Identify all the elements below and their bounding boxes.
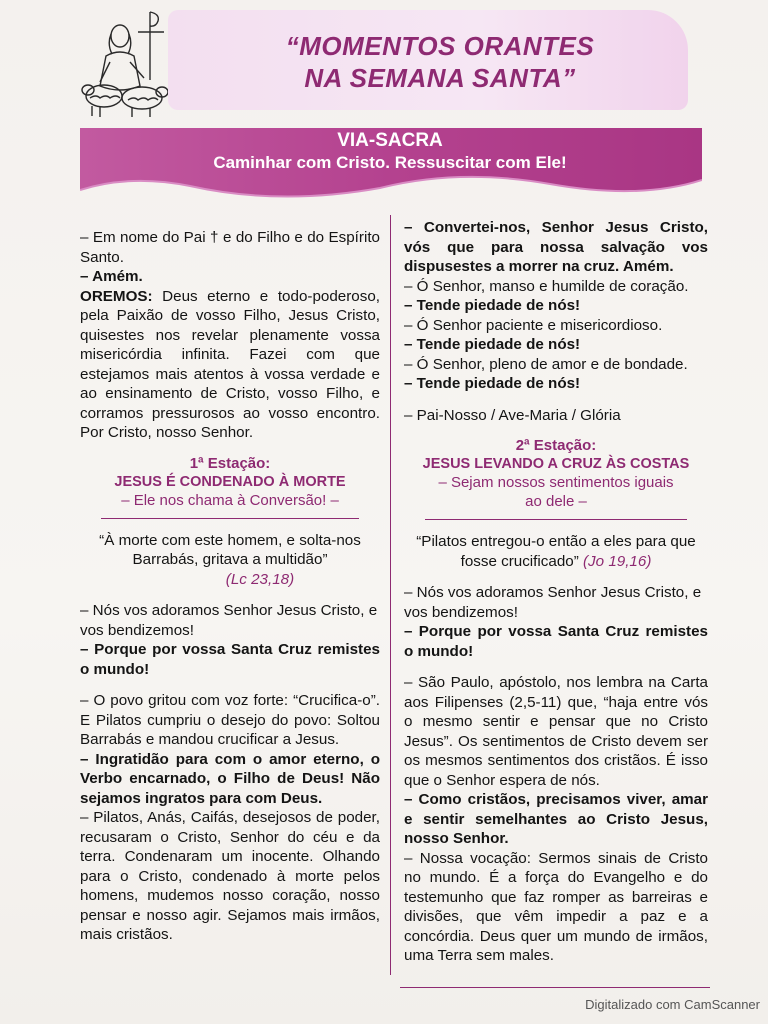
station-2-title: JESUS LEVANDO A CRUZ ÀS COSTAS [422, 456, 690, 472]
station-2-reflection: – Nossa vocação: Sermos sinais de Cristo no mundo. É a força do Evangelho e do testemunho que faz romper as barreiras e divisões, que vêm impedir a paz e a concórdia. Deus quer um mundo de irmãos, uma Terra sem males. [404, 849, 708, 964]
station-2-adoration: – Nós vos adoramos Senhor Jesus Cristo, e vos bendizemos! [404, 584, 702, 621]
page-title [240, 30, 640, 94]
opening-sign: – Em nome do Pai † e do Filho e do Espírito Santo. [80, 229, 380, 266]
station-1-quote: “À morte com este homem, e solta-nos Barrabás, gritava a multidão” [99, 531, 361, 568]
station-1-ref: (Lc 23,18) [225, 570, 295, 588]
litany-call-1: – Ó Senhor, manso e humilde de coração. [404, 277, 689, 295]
litany-response-3: – Tende piedade de nós! [404, 375, 581, 392]
oremos-label: OREMOS: [80, 287, 153, 305]
station-2-response: – Porque por vossa Santa Cruz remistes o mundo! [404, 623, 708, 660]
station-1-reflection: – Pilatos, Anás, Caifás, desejosos de poder, recusaram o Cristo, Senhor do céu e da terra. Condenaram um inocente. Olhando para o Cristo, condenado à morte pelos homens, mudemos nosso coração, nosso pensar e nosso agir. Sejamos mais irmãos, mais cristãos. [80, 809, 380, 943]
bottom-rule [400, 987, 710, 988]
station-1-title: JESUS É CONDENADO À MORTE [114, 473, 346, 490]
station-2-quote-text: “Pilatos entregou-o então a eles para que fosse crucificado” [416, 533, 696, 570]
station-2-bold-reflection: – Como cristãos, precisamos viver, amar e sentir semelhantes ao Cristo Jesus, nosso Senhor. [404, 791, 708, 847]
right-column [404, 218, 708, 966]
station-2-quote [404, 532, 708, 571]
jesus-shepherd-illustration [80, 10, 176, 122]
station-1-reference [80, 570, 380, 590]
station-1-bold-reflection: – Ingratidão para com o amor eterno, o Verbo encarnado, o Filho de Deus! Não sejamos ingratos para com Deus. [80, 750, 380, 807]
station-1-adoration: – Nós vos adoramos Senhor Jesus Cristo, e vos bendizemos! [80, 602, 378, 639]
left-column [80, 228, 380, 945]
litany-response-1: – Tende piedade de nós! [404, 297, 581, 314]
station-2-narrative: – São Paulo, apóstolo, nos lembra na Carta aos Filipenses (2,5-11) que, “haja entre vós o mesmo sentir e pensar que no Cristo Jesus”. Os sentimentos de Cristo devem ser os mesmos sentimentos dos cristãos. É isso que o Senhor espera de nós. [404, 674, 708, 789]
station-1-response: – Porque por vossa Santa Cruz remistes o mundo! [80, 641, 380, 678]
convert-prayer: – Convertei-nos, Senhor Jesus Cristo, vós que para nossa salvação vos dispusestes a morrer na cruz. Amém. [404, 219, 708, 275]
prayers-list: – Pai-Nosso / Ave-Maria / Glória [404, 406, 621, 424]
column-divider [390, 215, 391, 975]
station-2-motto: – Sejam nossos sentimentos iguais ao dele – [438, 474, 674, 510]
title-line-1: “MOMENTOS ORANTES [285, 31, 595, 61]
banner-title: VIA-SACRA [337, 130, 443, 151]
amen-response: – Amém. [80, 268, 143, 285]
litany-response-2: – Tende piedade de nós! [404, 336, 581, 353]
oremos-text: Deus eterno e todo-poderoso, pela Paixão de vosso Filho, Jesus Cristo, quisestes nos revelar plenamente vossa misericórdia infinita. Fazei com que estejamos mais atentos à vossa verdade e ao ensinamento de Cristo, vosso Filho, e corramos pressurosos ao vosso encontro. Por Cristo, nosso Senhor. [80, 287, 380, 441]
litany-call-2: – Ó Senhor paciente e misericordioso. [404, 316, 663, 334]
oremos-paragraph [80, 287, 380, 443]
station-2-ref: (Jo 19,16) [583, 552, 652, 570]
scanner-watermark: Digitalizado com CamScanner [585, 997, 760, 1012]
station-1-number: 1ª Estação: [189, 454, 271, 472]
station-1-narrative: – O povo gritou com voz forte: “Crucifica-o”. E Pilatos cumpriu o desejo do povo: Soltou Barrabás e mandou crucificar a Jesus. [80, 692, 380, 748]
station-1-motto: – Ele nos chama à Conversão! – [121, 491, 339, 509]
litany-call-3: – Ó Senhor, pleno de amor e de bondade. [404, 355, 688, 373]
title-line-2: NA SEMANA SANTA” [304, 63, 576, 93]
banner-subtitle: Caminhar com Cristo. Ressuscitar com Ele! [213, 153, 567, 172]
station-2-number: 2ª Estação: [515, 437, 597, 454]
